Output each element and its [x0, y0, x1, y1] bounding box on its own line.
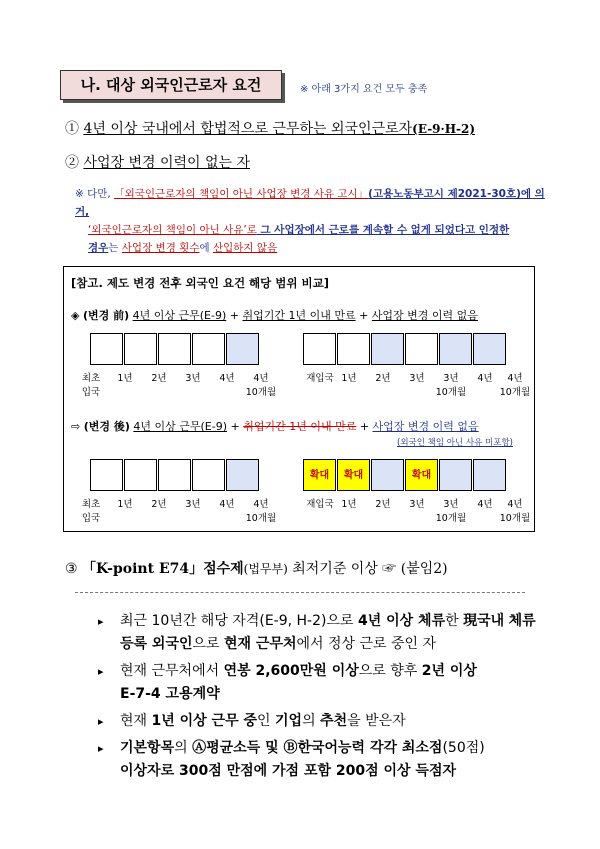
item-number: ③ — [65, 561, 78, 577]
requirement-note: ※ 아래 3가지 요건 모두 충족 — [300, 84, 428, 95]
timeline-cell — [192, 333, 225, 365]
bullet-marker: ▸ — [98, 665, 104, 678]
timeline-cell — [90, 459, 123, 491]
axis-label: 재입국 — [306, 499, 334, 510]
axis-label: 3년 10개월 — [435, 373, 467, 398]
bullet-marker: ▸ — [98, 742, 104, 755]
axis-label: 4년 10개월 — [245, 499, 277, 524]
after-condition-note: (외국인 책임 아닌 사유 미포함) — [397, 438, 513, 448]
before-label: ◈ (변경 前) 4년 이상 근무(E-9) + 취업기간 1년 이내 만료 + 사업장 변경 이력 없음 — [71, 309, 478, 322]
axis-label: 2년 — [375, 373, 391, 384]
timeline-cell — [158, 459, 191, 491]
axis-label: 1년 — [117, 373, 133, 384]
axis-label: 2년 — [375, 499, 391, 510]
item-text: 4년 이상 국내에서 합법적으로 근무하는 외국인근로자(E-9·H-2) — [83, 121, 476, 137]
expanded-cell: 확대 — [337, 459, 370, 491]
axis-label: 4년 10개월 — [499, 499, 531, 524]
timeline-cell — [124, 459, 157, 491]
bullet-item-3: ▸ 현재 1년 이상 근무 중인 기업의 추천을 받은자 — [98, 710, 538, 733]
requirement-item-1 — [65, 118, 475, 138]
bullet-item-4: ▸ 기본항목의 Ⓐ평균소득 및 Ⓑ한국어능력 각각 최소점(50점) 이상자로 300점 만점에 가점 포함 200점 이상 득점자 — [98, 737, 538, 783]
divider — [75, 592, 525, 593]
item-number: ① — [65, 121, 79, 137]
axis-label: 3년 — [409, 373, 425, 384]
timeline-cell — [371, 333, 404, 365]
expanded-cell: 확대 — [405, 459, 438, 491]
timeline-cell — [439, 459, 472, 491]
axis-label: 2년 — [151, 373, 167, 384]
axis-label: 4년 — [477, 499, 493, 510]
timeline-cell — [303, 333, 336, 365]
timeline-cell — [439, 333, 472, 365]
axis-label: 1년 — [341, 373, 357, 384]
axis-label: 1년 — [117, 499, 133, 510]
timeline-cell — [473, 459, 506, 491]
axis-label: 4년 10개월 — [245, 373, 277, 398]
axis-label: 4년 10개월 — [499, 373, 531, 398]
axis-label: 최초 입국 — [81, 499, 101, 524]
axis-label: 1년 — [341, 499, 357, 510]
exception-note: ※ 다만, 「외국인근로자의 책임이 아닌 사업장 변경 사유 고시」(고용노동부고시 제2021-30호)에 의거, ‘외국인근로자의 책임이 아닌 사유’로 그 사업장에서 근로를 계속할 수 없게 되었다고 인정한 경우는 사업장 변경 횟수에 산입하지 않음 — [75, 188, 545, 254]
axis-label: 4년 — [219, 499, 235, 510]
axis-label: 3년 10개월 — [435, 499, 467, 524]
axis-label: 3년 — [185, 499, 201, 510]
requirement-item-3: ③ 「K-point E74」점수제(법무부) 최저기준 이상 ☞ (붙임2) — [65, 561, 448, 577]
requirement-item-2 — [65, 152, 250, 172]
axis-label: 2년 — [151, 499, 167, 510]
expanded-cell: 확대 — [303, 459, 336, 491]
axis-label: 최초 입국 — [81, 373, 101, 398]
timeline-cell — [226, 333, 259, 365]
reference-title: [참고. 제도 변경 전후 외국인 요건 해당 범위 비교] — [71, 276, 329, 290]
axis-label: 4년 — [477, 373, 493, 384]
axis-label: 4년 — [219, 373, 235, 384]
bullet-marker: ▸ — [98, 615, 104, 628]
timeline-cell — [405, 333, 438, 365]
item-text: 사업장 변경 이력이 없는 자 — [83, 155, 251, 171]
timeline-cell — [371, 459, 404, 491]
timeline-cell — [337, 333, 370, 365]
timeline-cell — [124, 333, 157, 365]
bullet-item-1: ▸ 최근 10년간 해당 자격(E-9, H-2)으로 4년 이상 체류한 現국내 체류 등록 외국인으로 현재 근무처에서 정상 근로 중인 자 — [98, 610, 538, 656]
item-number: ② — [65, 155, 79, 171]
timeline-cell — [90, 333, 123, 365]
axis-label: 3년 — [409, 499, 425, 510]
bullet-item-2: ▸ 현재 근무처에서 연봉 2,600만원 이상으로 향후 2년 이상 E-7-4 고용계약 — [98, 660, 538, 706]
timeline-cell — [158, 333, 191, 365]
after-label: ⇨ (변경 後) 4년 이상 근무(E-9) + 취업기간 1년 이내 만료 + 사업장 변경 이력 없음 — [71, 420, 479, 433]
timeline-cell — [473, 333, 506, 365]
section-title: 나. 대상 외국인근로자 요건 — [60, 70, 282, 100]
bullet-marker: ▸ — [98, 715, 104, 728]
axis-label: 3년 — [185, 373, 201, 384]
timeline-cell — [226, 459, 259, 491]
axis-label: 재입국 — [306, 373, 334, 384]
timeline-cell — [192, 459, 225, 491]
